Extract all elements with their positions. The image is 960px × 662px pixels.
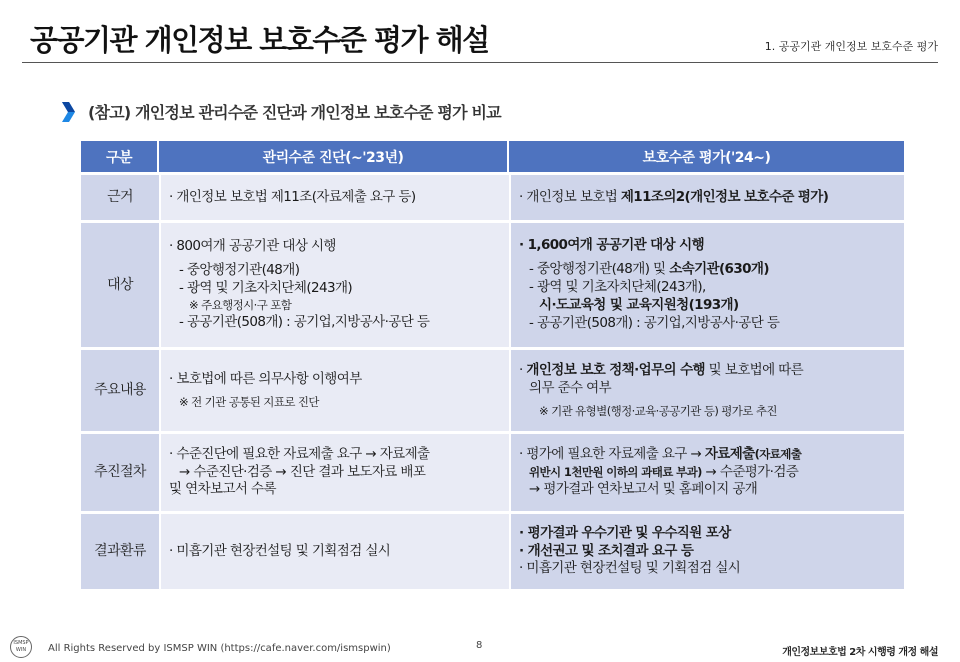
text-run: 및 보호법에 따른 xyxy=(704,361,804,378)
bold-run: 개인정보 보호 정책·업무의 수행 xyxy=(526,361,705,378)
subheading-text: (참고) 개인정보 관리수준 진단과 개인정보 보호수준 평가 비교 xyxy=(88,103,501,122)
footer-copyright: All Rights Reserved by ISMSP WIN (https://cafe.naver.com/ismspwin) xyxy=(48,643,391,654)
row-category: 주요내용 xyxy=(81,347,159,431)
table-row xyxy=(81,431,904,511)
cell-line: - 광역 및 기초자치단체(243개), xyxy=(529,279,706,296)
cell-old xyxy=(159,172,509,220)
text-run: · xyxy=(519,361,527,378)
cell-line: ※ 전 기관 공통된 지표로 진단 xyxy=(179,394,319,409)
cell-line: 의무 준수 여부 xyxy=(529,379,612,396)
section-label: 1. 공공기관 개인정보 보호수준 평가 xyxy=(764,40,938,53)
cell-line: ※ 주요행정시·구 포함 xyxy=(189,298,292,313)
cell-line xyxy=(519,261,898,279)
cell-line: · 800여개 공공기관 대상 시행 xyxy=(169,238,336,255)
bold-run: · 평가결과 우수기관 및 우수직원 포상 xyxy=(519,524,731,541)
chevron-right-icon xyxy=(60,101,76,123)
bold-run: 자료제출 xyxy=(704,445,755,462)
cell-line: - 중앙행정기관(48개) xyxy=(179,262,300,279)
page-number: 8 xyxy=(476,640,483,651)
footer-document-title: 개인정보보호법 2차 시행령 개정 해설 xyxy=(782,647,938,658)
text-run: → 수준평가·검증 xyxy=(701,463,799,480)
cell-new xyxy=(509,172,904,220)
row-category: 추진절차 xyxy=(81,431,159,511)
table-row xyxy=(81,511,904,589)
cell-line: · 개인정보 보호법 제11조(자료제출 요구 등) xyxy=(169,188,416,205)
subheading xyxy=(60,100,501,123)
cell-new xyxy=(509,511,904,589)
text-run: - 중앙행정기관(48개) 및 xyxy=(529,261,670,278)
bold-run: · 개선권고 및 조치결과 요구 등 xyxy=(519,542,694,559)
bold-run: (자료제출 xyxy=(754,446,802,461)
table-row xyxy=(81,172,904,220)
cell-old xyxy=(159,511,509,589)
cell-line: → 평가결과 연차보고서 및 홈페이지 공개 xyxy=(529,481,758,498)
bold-run: 제11조의2(개인정보 보호수준 평가) xyxy=(620,188,829,205)
bold-run: 시·도교육청 및 교육지원청(193개) xyxy=(539,296,739,313)
bold-run: 소속기관(630개) xyxy=(669,261,769,278)
text-run: · 평가에 필요한 자료제출 요구 → xyxy=(519,445,705,462)
row-category: 근거 xyxy=(81,172,159,220)
title-divider xyxy=(22,62,938,63)
cell-line: · 수준진단에 필요한 자료제출 요구 → 자료제출 xyxy=(169,445,430,462)
cell-old xyxy=(159,220,509,347)
text-run: · 개인정보 보호법 xyxy=(519,188,621,205)
row-category: 결과환류 xyxy=(81,511,159,589)
cell-old xyxy=(159,431,509,511)
cell-line: 및 연차보고서 수록 xyxy=(169,481,276,498)
table-row xyxy=(81,220,904,347)
bold-run: · 1,600여개 공공기관 대상 시행 xyxy=(519,237,705,254)
cell-line xyxy=(519,189,898,207)
cell-line: ※ 기관 유형별(행정·교육·공공기관 등) 평가로 추진 xyxy=(539,403,777,418)
cell-line xyxy=(519,446,898,464)
cell-line: - 공공기관(508개) : 공기업,지방공사·공단 등 xyxy=(179,313,430,330)
table-row xyxy=(81,347,904,431)
header-old: 관리수준 진단(~'23년) xyxy=(159,141,509,172)
cell-old xyxy=(159,347,509,431)
cell-new xyxy=(509,220,904,347)
cell-line: · 보호법에 따른 의무사항 이행여부 xyxy=(169,370,362,387)
cell-new xyxy=(509,431,904,511)
cell-line: · 미흡기관 현장컨설팅 및 기획점검 실시 xyxy=(519,560,741,577)
cell-line xyxy=(519,362,898,380)
row-category: 대상 xyxy=(81,220,159,347)
cell-line: - 공공기관(508개) : 공기업,지방공사·공단 등 xyxy=(529,314,780,331)
cell-line xyxy=(519,464,898,482)
cell-line: · 미흡기관 현장컨설팅 및 기획점검 실시 xyxy=(169,542,391,559)
cell-line: → 수준진단·검증 → 진단 결과 보도자료 배포 xyxy=(179,463,426,480)
ismsp-logo: ISMSP WIN xyxy=(10,636,32,658)
cell-line: - 광역 및 기초자치단체(243개) xyxy=(179,280,353,297)
header-category: 구분 xyxy=(81,141,159,172)
bold-run: 위반시 1천만원 이하의 과태료 부과) xyxy=(529,464,702,479)
comparison-table xyxy=(81,141,904,589)
page-title: 공공기관 개인정보 보호수준 평가 해설 xyxy=(30,23,489,57)
cell-new xyxy=(509,347,904,431)
header-new: 보호수준 평가('24~) xyxy=(509,141,904,172)
table-header-row xyxy=(81,141,904,172)
